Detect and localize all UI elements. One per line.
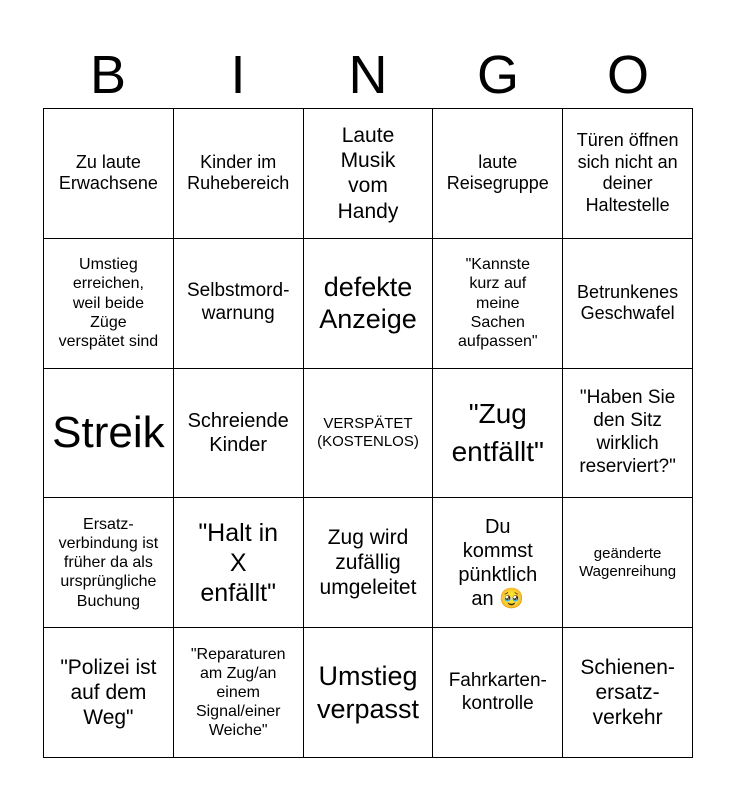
bingo-cell[interactable]: [433, 109, 563, 239]
cell-text: "Polizei ist auf dem Weg": [60, 655, 157, 730]
cell-text: Zug wird zufällig umgeleitet: [319, 526, 417, 600]
bingo-cell[interactable]: [304, 498, 434, 628]
cell-text: Umstieg erreichen, weil beide Züge verspätet sind: [58, 256, 159, 350]
bingo-cell[interactable]: [304, 239, 434, 369]
header-letter-g: G: [476, 45, 519, 105]
cell-text: Kinder im Ruhebereich: [187, 151, 290, 194]
bingo-cell[interactable]: [433, 369, 563, 499]
cell-text: "Zug entfällt": [451, 398, 544, 467]
cell-text: Fahrkarten- kontrolle: [448, 669, 547, 714]
bingo-cell[interactable]: [44, 498, 174, 628]
cell-text: Streik: [52, 407, 165, 457]
bingo-cell[interactable]: [563, 498, 693, 628]
cell-text: defekte Anzeige: [319, 271, 417, 335]
bingo-cell[interactable]: [44, 109, 174, 239]
bingo-cell[interactable]: [174, 369, 304, 499]
header-letter-o: O: [606, 45, 649, 105]
bingo-cell[interactable]: [563, 628, 693, 758]
cell-text: "Haben Sie den Sitz wirklich reserviert?": [579, 387, 676, 477]
cell-text: Du kommst pünktlich an 🥹: [458, 515, 538, 610]
bingo-cell[interactable]: [433, 628, 563, 758]
bingo-cell[interactable]: [563, 109, 693, 239]
bingo-cell[interactable]: [304, 628, 434, 758]
header-letter-i: I: [230, 45, 246, 105]
bingo-cell[interactable]: [174, 628, 304, 758]
bingo-cell[interactable]: [174, 109, 304, 239]
bingo-cell[interactable]: [44, 369, 174, 499]
cell-text: Türen öffnen sich nicht an deiner Haltestelle: [576, 130, 679, 215]
cell-text: Umstieg verpasst: [316, 661, 420, 724]
cell-text: geänderte Wagenreihung: [579, 544, 677, 580]
bingo-cell[interactable]: [44, 628, 174, 758]
header-letter-b: B: [89, 45, 127, 105]
bingo-cell[interactable]: [44, 239, 174, 369]
bingo-header: [43, 42, 693, 108]
cell-text: Schienen- ersatz- verkehr: [580, 655, 675, 730]
bingo-cell[interactable]: [563, 239, 693, 369]
cell-text: Laute Musik vom Handy: [337, 124, 399, 223]
cell-text: "Halt in X enfällt": [198, 518, 279, 607]
cell-text: Zu laute Erwachsene: [58, 151, 158, 194]
cell-text: "Reparaturen am Zug/an einem Signal/einer Weiche": [190, 645, 286, 740]
header-letter-n: N: [348, 45, 388, 105]
bingo-cell[interactable]: [174, 239, 304, 369]
bingo-cell[interactable]: [563, 369, 693, 499]
cell-text: "Kannste kurz auf meine Sachen aufpassen": [458, 256, 538, 350]
bingo-cell[interactable]: [304, 109, 434, 239]
bingo-cell[interactable]: [433, 239, 563, 369]
cell-text: VERSPÄTET (KOSTENLOS): [317, 414, 419, 450]
cell-text: Schreiende Kinder: [187, 409, 289, 456]
bingo-cell[interactable]: [433, 498, 563, 628]
cell-text: Ersatz- verbindung ist früher da als ursprüngliche Buchung: [58, 515, 159, 610]
bingo-board: [43, 108, 693, 758]
bingo-cell[interactable]: [304, 369, 434, 499]
cell-text: Betrunkenes Geschwafel: [577, 281, 679, 324]
bingo-cell[interactable]: [174, 498, 304, 628]
cell-text: laute Reisegruppe: [446, 151, 549, 194]
cell-text: Selbstmord- warnung: [186, 280, 290, 325]
